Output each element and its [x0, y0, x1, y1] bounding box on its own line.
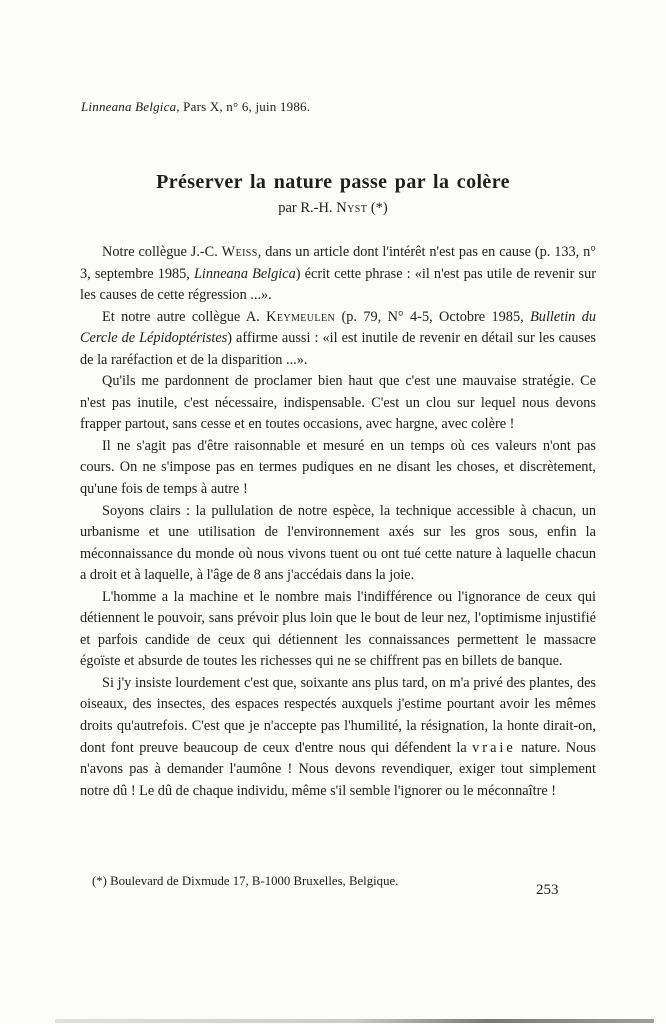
body-paragraph: Il ne s'agit pas d'être raisonnable et mesuré en un temps où ces valeurs n'ont pas cours. On ne s'impose pas en termes pudiques en ne disant les choses, et discrètement, qu'une fois de temps à autre !: [80, 437, 596, 498]
article-body: [80, 242, 596, 802]
body-paragraph: Soyons clairs : la pullulation de notre espèce, la technique accessible à chacun, un urbanisme et une utilisation de l'environnement axés sur les gros sous, enfin la méconnaissance du monde où nous vivons tuent ou ont tué cette nature à laquelle chacun a droit et à laquelle, à l'âge de 8 ans j'accédais dans la joie.: [80, 502, 596, 584]
body-paragraph: L'homme a la machine et le nombre mais l'indifférence ou l'ignorance de ceux qui détiennent le pouvoir, sans prévoir plus loin que le bout de leur nez, l'optimisme injustifié et parfois candide de ceux qui détiennent les connaissances permettent le massacre égoïste et absurde de toutes les richesses qui ne se chiffrent pas en billets de banque.: [80, 588, 596, 670]
body-paragraph: Si j'y insiste lourdement c'est que, soixante ans plus tard, on m'a privé des plantes, des oiseaux, des insectes, des espaces respectés auxquels j'estime pourtant avoir les mêmes droits qu'autrefois. C'est que je n'accepte pas l'humilité, la résignation, la honte dirait-on, dont font preuve beaucoup de ceux d'entre nous qui défendent la vraie nature. Nous n'avons pas à demander l'aumône ! Nous devons revendiquer, exiger tout simplement notre dû ! Le dû de chaque individu, même s'il semble l'ignorer ou le méconnaître !: [80, 674, 596, 799]
body-paragraph: Et notre autre collègue A. Keymeulen (p. 79, N° 4-5, Octobre 1985, Bulletin du Cercle de Lépidoptéristes) affirme aussi : «il est inutile de revenir en détail sur les causes de la raréfaction et de la disparition ...».: [80, 308, 597, 368]
byline: par R.-H. Nyst (*): [278, 200, 388, 216]
journal-header: Linneana Belgica, Pars X, n° 6, juin 1986.: [81, 99, 311, 114]
article-title: Préserver la nature passe par la colère: [156, 171, 510, 194]
body-paragraph: Notre collègue J.-C. Weiss, dans un article dont l'intérêt n'est pas en cause (p. 133, n° 3, septembre 1985, Linneana Belgica) écrit cette phrase : «il n'est pas utile de revenir sur les causes de cette régression ...».: [80, 244, 596, 304]
body-paragraph: Qu'ils me pardonnent de proclamer bien haut que c'est une mauvaise stratégie. Ce n'est pas inutile, c'est nécessaire, indispensable. C'est un clou sur lequel nous devons frapper partout, sans cesse et en toutes occasions, avec hargne, avec colère !: [80, 373, 596, 433]
scan-edge-artifact: [55, 1019, 654, 1023]
page-number: 253: [536, 882, 559, 898]
footnote: (*) Boulevard de Dixmude 17, B-1000 Bruxelles, Belgique.: [92, 874, 399, 888]
